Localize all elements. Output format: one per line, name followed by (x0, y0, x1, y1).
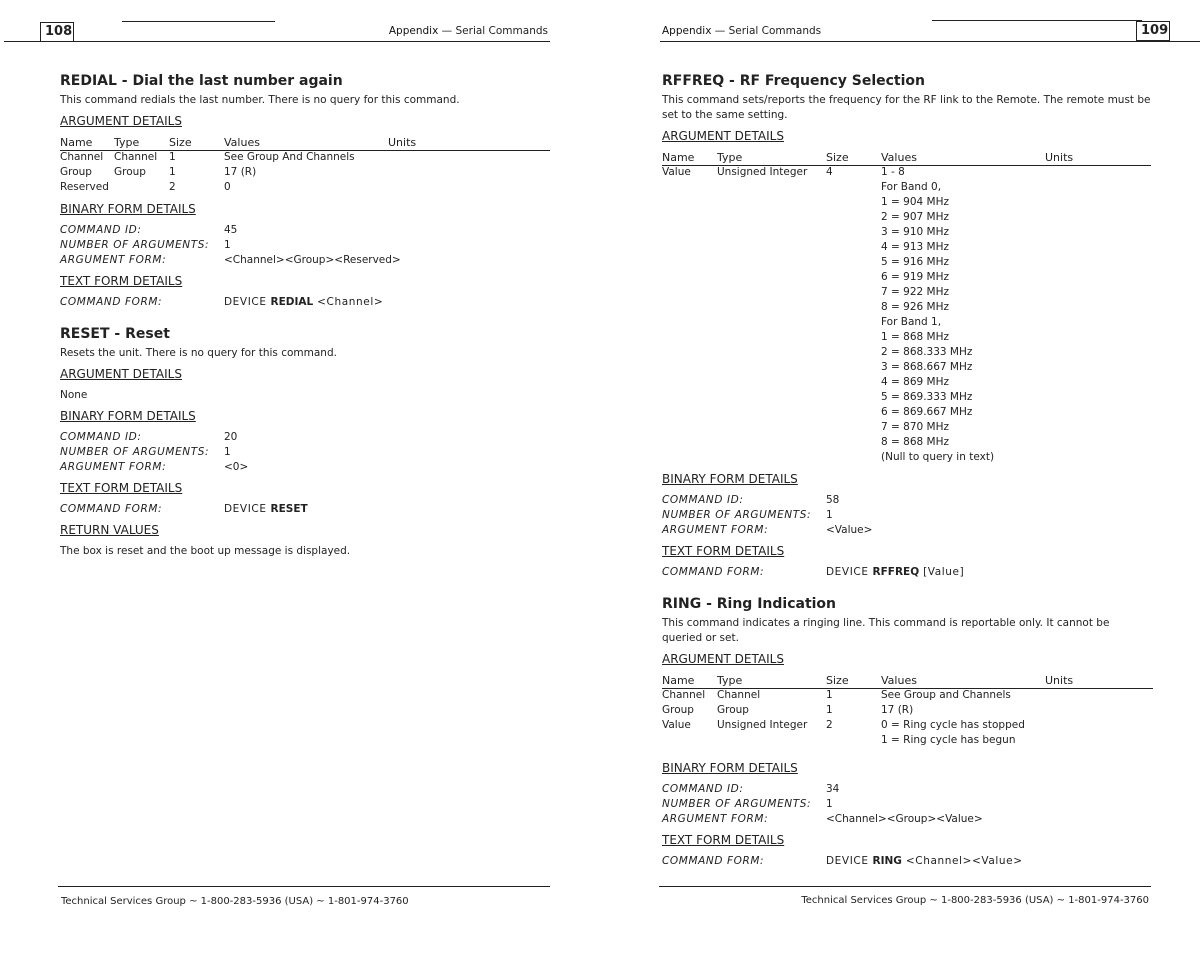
redial-argument-table (60, 135, 550, 196)
table-cell (1045, 226, 1151, 241)
table-row (662, 241, 1151, 256)
reset-text-heading: TEXT FORM DETAILS (60, 481, 183, 495)
table-cell: 1 = 904 MHz (881, 196, 949, 208)
ring-argument-heading: ARGUMENT DETAILS (662, 652, 784, 666)
page-number: 109 (1136, 21, 1170, 41)
table-row (662, 734, 1153, 749)
table-cell: 2 (826, 719, 833, 731)
footer-text: Technical Services Group ~ 1-800-283-5936 (USA) ~ 1-801-974-3760 (801, 895, 1149, 906)
left-page (0, 0, 600, 954)
command-args: <Channel><Value> (901, 855, 1023, 867)
table-row (662, 451, 1151, 466)
table-row (662, 196, 1151, 211)
table-cell: 0 (224, 181, 231, 193)
table-row (60, 151, 550, 167)
column-header: Type (114, 135, 169, 151)
binary-key: ARGUMENT FORM (60, 254, 163, 266)
table-cell (826, 286, 881, 301)
table-cell (717, 256, 826, 271)
column-header: Units (388, 135, 550, 151)
table-cell (826, 391, 881, 406)
reset-description: Resets the unit. There is no query for this command. (60, 347, 337, 359)
rffreq-title: RFFREQ - RF Frequency Selection (662, 73, 925, 89)
table-cell: See Group And Channels (224, 151, 355, 163)
table-cell (717, 301, 826, 316)
table-cell (662, 271, 717, 286)
table-cell (717, 391, 826, 406)
table-cell (1045, 421, 1151, 436)
left-content (60, 73, 550, 571)
table-cell (717, 734, 826, 749)
redial-table-body (60, 151, 550, 197)
binary-key: ARGUMENT FORM (60, 461, 163, 473)
table-cell: 1 (826, 689, 833, 701)
table-cell: 2 = 907 MHz (881, 211, 949, 223)
column-header: Size (169, 135, 224, 151)
table-cell (717, 226, 826, 241)
table-row (662, 719, 1153, 734)
rffreq-binary-details (662, 493, 1152, 538)
text-form-key: COMMAND FORM (60, 296, 159, 308)
column-header: Name (662, 673, 717, 689)
header-rule (660, 41, 1200, 42)
table-cell: Group (717, 704, 749, 716)
rffreq-description: This command sets/reports the frequency for the RF link to the Remote. The remote must be set to the same setting. (662, 94, 1151, 121)
table-cell (826, 361, 881, 376)
table-cell (826, 451, 881, 466)
binary-value: 45 (224, 224, 238, 236)
binary-key: COMMAND ID (662, 783, 740, 795)
table-cell: See Group and Channels (881, 689, 1011, 701)
binary-row: NUMBER OF ARGUMENTS: 1 (60, 446, 231, 458)
command-prefix: DEVICE (224, 503, 271, 515)
table-cell: 4 = 913 MHz (881, 241, 949, 253)
right-content (662, 73, 1152, 881)
table-cell (662, 241, 717, 256)
binary-value: 1 (224, 239, 231, 251)
command-name: RESET (270, 503, 308, 515)
table-cell (662, 196, 717, 211)
binary-row: ARGUMENT FORM: <0> (60, 461, 249, 473)
binary-key: NUMBER OF ARGUMENTS (60, 446, 206, 458)
binary-key: NUMBER OF ARGUMENTS (662, 798, 808, 810)
rffreq-text-heading: TEXT FORM DETAILS (662, 544, 785, 558)
table-cell (388, 166, 550, 181)
table-cell: 1 - 8 (881, 166, 905, 178)
binary-key: COMMAND ID (60, 431, 138, 443)
text-form-row: COMMAND FORM: DEVICE REDIAL <Channel> (60, 296, 384, 308)
ring-text-heading: TEXT FORM DETAILS (662, 833, 785, 847)
binary-row: ARGUMENT FORM: <Value> (662, 524, 873, 536)
table-cell (1045, 719, 1153, 734)
table-cell (826, 226, 881, 241)
table-cell (662, 376, 717, 391)
command-args: [Value] (919, 566, 965, 578)
reset-title: RESET - Reset (60, 326, 170, 342)
command-prefix: DEVICE (826, 855, 873, 867)
command-prefix: DEVICE (224, 296, 271, 308)
table-row (662, 421, 1151, 436)
table-cell (717, 241, 826, 256)
table-row (662, 166, 1151, 182)
table-row (662, 286, 1151, 301)
table-row (662, 689, 1153, 705)
command-name: RFFREQ (872, 566, 920, 578)
table-cell (717, 286, 826, 301)
header-rule (4, 41, 550, 42)
table-row (60, 181, 550, 196)
table-cell (662, 451, 717, 466)
table-cell (717, 181, 826, 196)
table-cell (114, 181, 169, 196)
table-cell (826, 301, 881, 316)
table-cell (662, 181, 717, 196)
header-sub: Serial Commands (728, 25, 822, 37)
redial-text-heading: TEXT FORM DETAILS (60, 274, 183, 288)
table-cell (717, 376, 826, 391)
table-cell (662, 734, 717, 749)
table-cell (662, 301, 717, 316)
column-header: Type (717, 673, 826, 689)
page-number: 108 (40, 22, 74, 42)
column-header: Size (826, 673, 881, 689)
table-cell (662, 361, 717, 376)
table-cell (717, 436, 826, 451)
binary-row: NUMBER OF ARGUMENTS: 1 (60, 239, 231, 251)
ring-section (662, 596, 1152, 869)
table-cell (717, 211, 826, 226)
column-header: Name (60, 135, 114, 151)
binary-row: COMMAND ID: 20 (60, 431, 238, 443)
table-cell (1045, 436, 1151, 451)
table-row (662, 346, 1151, 361)
table-cell: Unsigned Integer (717, 166, 808, 178)
table-cell: 0 = Ring cycle has stopped (881, 719, 1025, 731)
column-header: Type (717, 150, 826, 166)
table-cell (1045, 361, 1151, 376)
table-cell (826, 421, 881, 436)
table-cell (1045, 391, 1151, 406)
table-cell (1045, 734, 1153, 749)
table-cell: 7 = 922 MHz (881, 286, 949, 298)
command-name: RING (872, 855, 902, 867)
table-cell (1045, 196, 1151, 211)
table-cell: For Band 1, (881, 316, 942, 328)
table-cell: Unsigned Integer (717, 719, 808, 731)
ring-description: This command indicates a ringing line. This command is reportable only. It cannot be queried or set. (662, 617, 1110, 644)
binary-row: ARGUMENT FORM: <Channel><Group><Reserved> (60, 254, 401, 266)
rffreq-section (662, 73, 1152, 580)
ring-binary-heading: BINARY FORM DETAILS (662, 761, 798, 775)
text-form-row: COMMAND FORM: DEVICE RFFREQ [Value] (662, 566, 965, 578)
table-cell (662, 256, 717, 271)
binary-key: ARGUMENT FORM (662, 813, 765, 825)
rffreq-table-body (662, 166, 1151, 467)
running-header (662, 25, 821, 37)
table-cell (826, 316, 881, 331)
table-cell (717, 331, 826, 346)
table-header-row (60, 135, 550, 151)
table-cell: 8 = 868 MHz (881, 436, 949, 448)
table-row (662, 361, 1151, 376)
footer-rule (659, 886, 1151, 887)
table-cell (662, 346, 717, 361)
right-page (602, 0, 1203, 954)
table-cell (662, 316, 717, 331)
header-sep: — (711, 25, 729, 37)
table-cell: (Null to query in text) (881, 451, 995, 463)
table-cell (826, 376, 881, 391)
binary-row: COMMAND ID: 58 (662, 494, 840, 506)
table-row (662, 406, 1151, 421)
table-header-row (662, 673, 1153, 689)
table-cell: 4 = 869 MHz (881, 376, 949, 388)
command-name: REDIAL (270, 296, 314, 308)
reset-binary-details (60, 430, 550, 475)
table-cell: Channel (662, 689, 706, 701)
table-cell (388, 181, 550, 196)
binary-key: NUMBER OF ARGUMENTS (60, 239, 206, 251)
table-cell (826, 211, 881, 226)
table-cell: 6 = 869.667 MHz (881, 406, 973, 418)
table-cell: 6 = 919 MHz (881, 271, 949, 283)
table-cell: 17 (R) (224, 166, 257, 178)
table-cell (1045, 346, 1151, 361)
column-header: Values (881, 150, 1045, 166)
table-cell: Value (662, 166, 691, 178)
rffreq-binary-heading: BINARY FORM DETAILS (662, 472, 798, 486)
redial-argument-heading: ARGUMENT DETAILS (60, 114, 182, 128)
table-cell: 1 = Ring cycle has begun (881, 734, 1016, 746)
ring-binary-details (662, 782, 1152, 827)
table-cell: Value (662, 719, 691, 731)
column-header: Name (662, 150, 717, 166)
table-cell: Group (60, 166, 92, 178)
table-row (662, 376, 1151, 391)
table-cell (717, 196, 826, 211)
table-cell: Channel (717, 689, 761, 701)
table-cell (1045, 331, 1151, 346)
table-cell (717, 406, 826, 421)
table-cell (717, 316, 826, 331)
column-header: Size (826, 150, 881, 166)
command-prefix: DEVICE (826, 566, 873, 578)
binary-value: 20 (224, 431, 238, 443)
redial-title: REDIAL - Dial the last number again (60, 73, 343, 89)
table-cell: 2 = 868.333 MHz (881, 346, 973, 358)
table-row (662, 316, 1151, 331)
binary-row: NUMBER OF ARGUMENTS: 1 (662, 509, 833, 521)
table-row (662, 181, 1151, 196)
table-cell: Channel (60, 151, 104, 163)
table-row (662, 211, 1151, 226)
table-cell (826, 346, 881, 361)
table-cell (662, 406, 717, 421)
reset-section (60, 326, 550, 559)
column-header: Units (1045, 673, 1153, 689)
redial-section (60, 73, 550, 310)
table-row (662, 704, 1153, 719)
table-row (662, 256, 1151, 271)
ring-argument-table (662, 673, 1153, 749)
table-cell (1045, 181, 1151, 196)
text-form-key: COMMAND FORM (662, 855, 761, 867)
footer-text: Technical Services Group ~ 1-800-283-5936 (USA) ~ 1-801-974-3760 (61, 896, 409, 907)
column-header: Values (881, 673, 1045, 689)
table-cell (662, 286, 717, 301)
table-cell: 1 = 868 MHz (881, 331, 949, 343)
table-cell: 8 = 926 MHz (881, 301, 949, 313)
table-cell (1045, 256, 1151, 271)
table-cell (662, 331, 717, 346)
table-row (662, 436, 1151, 451)
binary-value: <Channel><Group><Value> (826, 813, 983, 825)
table-cell (826, 406, 881, 421)
binary-value: <Value> (826, 524, 873, 536)
table-cell (1045, 689, 1153, 705)
header-main: Appendix (388, 25, 439, 37)
binary-value: 1 (224, 446, 231, 458)
table-cell: Group (662, 704, 694, 716)
rffreq-argument-heading: ARGUMENT DETAILS (662, 129, 784, 143)
table-cell (826, 256, 881, 271)
reset-argument-heading: ARGUMENT DETAILS (60, 367, 182, 381)
table-row (60, 166, 550, 181)
binary-value: 1 (826, 509, 833, 521)
footer-rule (58, 886, 550, 887)
table-cell: 3 = 910 MHz (881, 226, 949, 238)
column-header: Values (224, 135, 388, 151)
table-cell (388, 151, 550, 167)
table-cell: Group (114, 166, 146, 178)
table-cell (1045, 704, 1153, 719)
table-cell (826, 196, 881, 211)
table-header-row (662, 150, 1151, 166)
table-cell (826, 331, 881, 346)
binary-value: <0> (224, 461, 249, 473)
text-form-key: COMMAND FORM (662, 566, 761, 578)
table-cell (717, 361, 826, 376)
running-header (389, 25, 548, 37)
reset-argument-none: None (60, 389, 88, 401)
table-cell: 1 (169, 166, 176, 178)
binary-key: NUMBER OF ARGUMENTS (662, 509, 808, 521)
table-cell (717, 346, 826, 361)
table-row (662, 391, 1151, 406)
table-cell: 7 = 870 MHz (881, 421, 949, 433)
command-args: <Channel> (313, 296, 384, 308)
binary-value: 1 (826, 798, 833, 810)
table-cell (717, 421, 826, 436)
ring-title: RING - Ring Indication (662, 596, 837, 612)
table-cell (1045, 376, 1151, 391)
binary-row: ARGUMENT FORM: <Channel><Group><Value> (662, 813, 983, 825)
binary-key: COMMAND ID (60, 224, 138, 236)
table-cell (1045, 316, 1151, 331)
table-cell: 4 (826, 166, 833, 178)
table-cell (1045, 166, 1151, 182)
binary-key: ARGUMENT FORM (662, 524, 765, 536)
table-cell (826, 241, 881, 256)
text-form-key: COMMAND FORM (60, 503, 159, 515)
rffreq-argument-table (662, 150, 1151, 466)
table-cell (662, 391, 717, 406)
table-cell (662, 421, 717, 436)
table-cell (826, 734, 881, 749)
header-sub: Serial Commands (455, 25, 548, 37)
binary-value: <Channel><Group><Reserved> (224, 254, 401, 266)
binary-value: 34 (826, 783, 840, 795)
table-cell (1045, 211, 1151, 226)
column-header: Units (1045, 150, 1151, 166)
table-cell: 2 (169, 181, 176, 193)
table-cell (826, 181, 881, 196)
reset-return-text: The box is reset and the boot up message is displayed. (60, 545, 351, 557)
table-cell: 1 (826, 704, 833, 716)
table-cell (826, 436, 881, 451)
table-cell (662, 211, 717, 226)
text-form-row: COMMAND FORM: DEVICE RING <Channel><Value> (662, 855, 1023, 867)
table-cell (1045, 301, 1151, 316)
table-cell (1045, 286, 1151, 301)
table-cell: 5 = 916 MHz (881, 256, 949, 268)
table-cell: Channel (114, 151, 158, 163)
table-cell: For Band 0, (881, 181, 942, 193)
table-cell (1045, 406, 1151, 421)
table-cell (1045, 271, 1151, 286)
table-row (662, 226, 1151, 241)
redial-binary-heading: BINARY FORM DETAILS (60, 202, 196, 216)
binary-row: NUMBER OF ARGUMENTS: 1 (662, 798, 833, 810)
table-cell (717, 451, 826, 466)
header-rule-top (122, 21, 275, 22)
text-form-row: COMMAND FORM: DEVICE RESET (60, 503, 308, 515)
table-row (662, 301, 1151, 316)
redial-binary-details (60, 223, 550, 268)
binary-key: COMMAND ID (662, 494, 740, 506)
table-cell (1045, 451, 1151, 466)
table-cell (826, 271, 881, 286)
table-row (662, 331, 1151, 346)
binary-row: COMMAND ID: 34 (662, 783, 840, 795)
reset-return-heading: RETURN VALUES (60, 523, 159, 537)
table-cell (1045, 241, 1151, 256)
header-main: Appendix (662, 25, 712, 37)
ring-table-body (662, 689, 1153, 750)
header-sep: — (438, 25, 456, 37)
table-cell (662, 436, 717, 451)
binary-value: 58 (826, 494, 840, 506)
header-rule-top (932, 20, 1142, 21)
reset-binary-heading: BINARY FORM DETAILS (60, 409, 196, 423)
redial-description: This command redials the last number. There is no query for this command. (60, 94, 460, 106)
table-cell: 3 = 868.667 MHz (881, 361, 973, 373)
table-row (662, 271, 1151, 286)
table-cell (717, 271, 826, 286)
binary-row: COMMAND ID: 45 (60, 224, 238, 236)
table-cell: 17 (R) (881, 704, 914, 716)
table-cell: 5 = 869.333 MHz (881, 391, 973, 403)
table-cell: 1 (169, 151, 176, 163)
table-cell (662, 226, 717, 241)
table-cell: Reserved (60, 181, 109, 193)
